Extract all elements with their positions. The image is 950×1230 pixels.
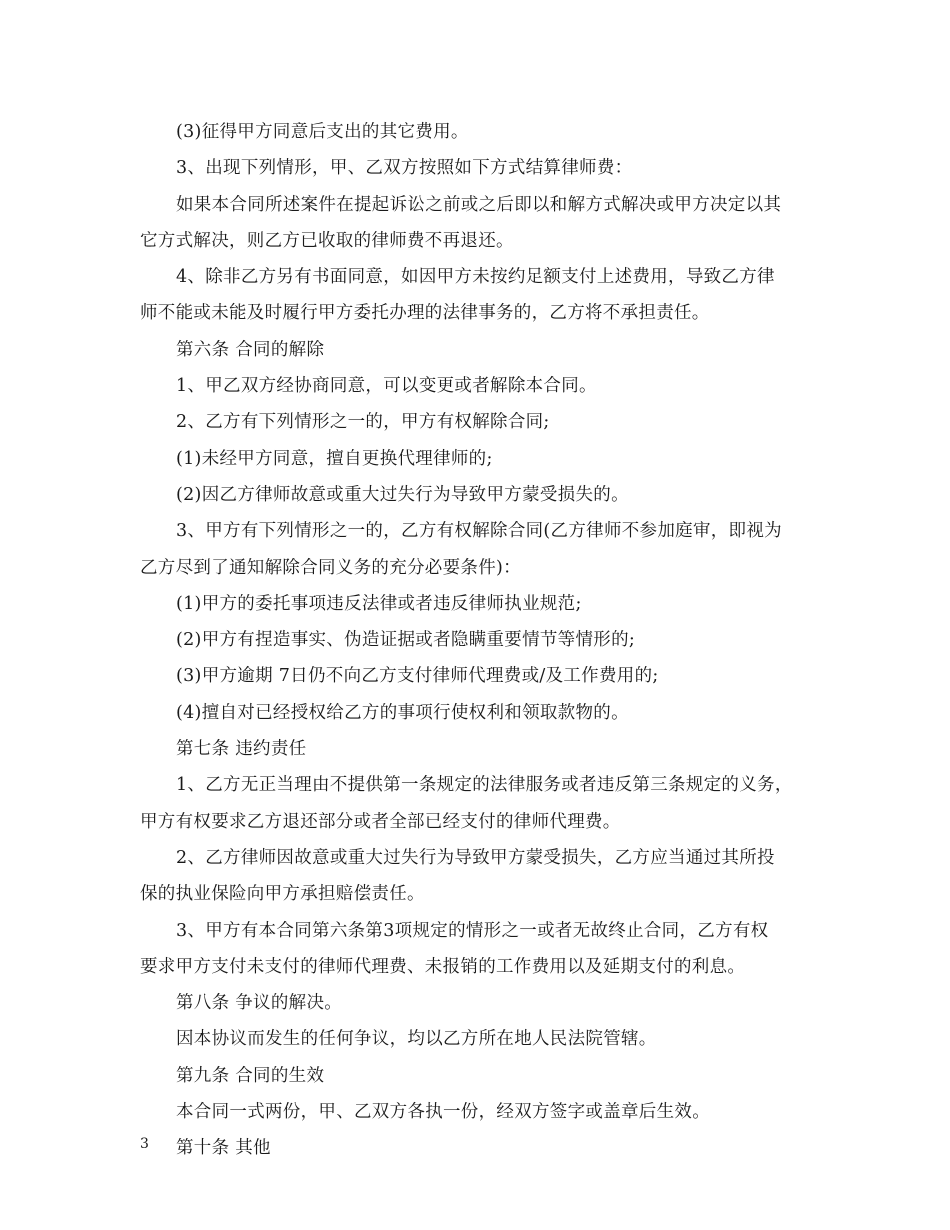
text-line: (3)征得甲方同意后支出的其它费用。 [176,122,469,142]
text-line: 1、甲乙双方经协商同意，可以变更或者解除本合同。 [176,376,597,397]
text-line: (1)未经甲方同意，擅自更换代理律师的; [176,448,493,469]
text-line: 保的执业保险向甲方承担赔偿责任。 [140,884,425,905]
text-line: 3、甲方有下列情形之一的，乙方有权解除合同(乙方律师不参加庭审，即视为 [176,521,782,542]
text-line: (4)擅自对已经授权给乙方的事项行使权利和领取款物的。 [176,702,629,723]
text-line: 本合同一式两份，甲、乙双方各执一份，经双方签字或盖章后生效。 [176,1102,710,1123]
text-line: 因本协议而发生的任何争议，均以乙方所在地人民法院管辖。 [176,1029,657,1050]
text-line: 第八条 争议的解决。 [176,993,343,1014]
text-line: 第六条 合同的解除 [176,339,325,360]
text-line: (2)因乙方律师故意或重大过失行为导致甲方蒙受损失的。 [176,484,629,505]
text-line: 1、乙方无正当理由不提供第一条规定的法律服务或者违反第三条规定的义务， [176,775,793,796]
text-line: 第九条 合同的生效 [176,1065,325,1086]
text-line: 3、甲方有本合同第六条第3项规定的情形之一或者无故终止合同，乙方有权 [176,920,769,941]
text-line: 如果本合同所述案件在提起诉讼之前或之后即以和解方式解决或甲方决定以其 [176,194,782,215]
text-line: 第七条 违约责任 [176,739,307,760]
text-line: 2、乙方律师因故意或重大过失行为导致甲方蒙受损失，乙方应当通过其所投 [176,847,775,868]
text-line: 甲方有权要求乙方退还部分或者全部已经支付的律师代理费。 [140,811,621,832]
text-line: 2、乙方有下列情形之一的，甲方有权解除合同; [176,412,550,433]
text-line: 3、出现下列情形，甲、乙双方按照如下方式结算律师费： [176,158,633,179]
text-line: 乙方尽到了通知解除合同义务的充分必要条件)： [140,557,521,578]
text-line: 师不能或未能及时履行甲方委托办理的法律事务的，乙方将不承担责任。 [140,303,710,324]
text-line: (1)甲方的委托事项违反法律或者违反律师执业规范; [176,593,582,614]
text-line: (2)甲方有捏造事实、伪造证据或者隐瞒重要情节等情形的; [176,630,636,651]
text-line: 它方式解决，则乙方已收取的律师费不再退还。 [140,230,514,251]
text-line: 要求甲方支付未支付的律师代理费、未报销的工作费用以及延期支付的利息。 [140,956,746,977]
text-line: 第十条 其他 [176,1138,271,1159]
document-body [140,114,815,1167]
text-line: 4、除非乙方另有书面同意，如因甲方未按约足额支付上述费用，导致乙方律 [176,267,775,288]
text-line: (3)甲方逾期 7日仍不向乙方支付律师代理费或/及工作费用的; [176,666,659,687]
page-number: 3 [140,1136,149,1152]
